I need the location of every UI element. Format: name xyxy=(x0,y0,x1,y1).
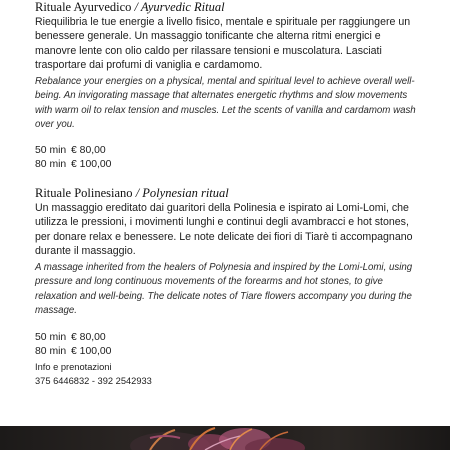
price-duration: 80 min xyxy=(35,158,67,170)
flower-illustration xyxy=(0,426,450,450)
price-amount: € 80,00 xyxy=(71,145,106,157)
polynesian-description-en: A massage inherited from the healers of Polynesia and inspired by the Lomi-Lomi, using pressure and long continuous movements of the forearms and hot stones, to give relaxation and well-being. The delicate notes of Tiare flowers accompany you during the massage. xyxy=(35,262,413,317)
price-row xyxy=(35,158,421,172)
polynesian-title-it: Rituale Polinesiano xyxy=(35,186,133,200)
ayurvedic-description-it: Riequilibria le tue energie a livello fisico, mentale e spirituale per raggiungere un benessere generale. Un massaggio tonificante che alterna ritmi energici e manovre lente con olio caldo per rilassare tensioni e muscolatura. Lasciati trasportare dai profumi di vaniglia e cardamomo. xyxy=(35,16,411,71)
polynesian-title xyxy=(35,186,421,201)
polynesian-section xyxy=(35,186,421,358)
title-separator: / xyxy=(131,0,141,14)
polynesian-title-en: Polynesian ritual xyxy=(142,186,229,200)
price-amount: € 80,00 xyxy=(71,332,106,344)
ayurvedic-section xyxy=(35,0,421,171)
flower-photo xyxy=(0,426,450,450)
price-row xyxy=(35,331,421,345)
booking-label: Info e prenotazioni xyxy=(35,362,112,372)
price-amount: € 100,00 xyxy=(71,345,112,357)
ayurvedic-title xyxy=(35,0,421,15)
price-duration: 80 min xyxy=(35,345,67,357)
ayurvedic-title-it: Rituale Ayurvedico xyxy=(35,0,132,14)
ayurvedic-price-list xyxy=(35,144,421,171)
price-row xyxy=(35,345,421,359)
price-row xyxy=(35,144,421,158)
ayurvedic-description-en: Rebalance your energies on a physical, mental and spiritual level to achieve overall well-being. An invigorating massage that alternates energetic rhythms and slow movements with warm oil to relax tension and muscles. Let the scents of vanilla and cardamom wash over you. xyxy=(35,76,416,131)
booking-info xyxy=(35,361,421,388)
polynesian-price-list xyxy=(35,331,421,358)
title-separator: / xyxy=(132,186,143,200)
booking-phones: 375 6446832 - 392 2542933 xyxy=(35,375,152,386)
price-duration: 50 min xyxy=(35,145,67,157)
price-duration: 50 min xyxy=(35,332,67,344)
price-amount: € 100,00 xyxy=(71,158,112,170)
polynesian-description-it: Un massaggio ereditato dai guaritori della Polinesia e ispirato ai Lomi-Lomi, che utilizza le pressioni, i movimenti lunghi e continui degli avambracci e hot stones, per donare relax e benessere. Le note delicate dei fiori di Tiarè ti accompagnano durante il massaggio. xyxy=(35,202,413,257)
ayurvedic-title-en: Ayurvedic Ritual xyxy=(140,0,225,14)
